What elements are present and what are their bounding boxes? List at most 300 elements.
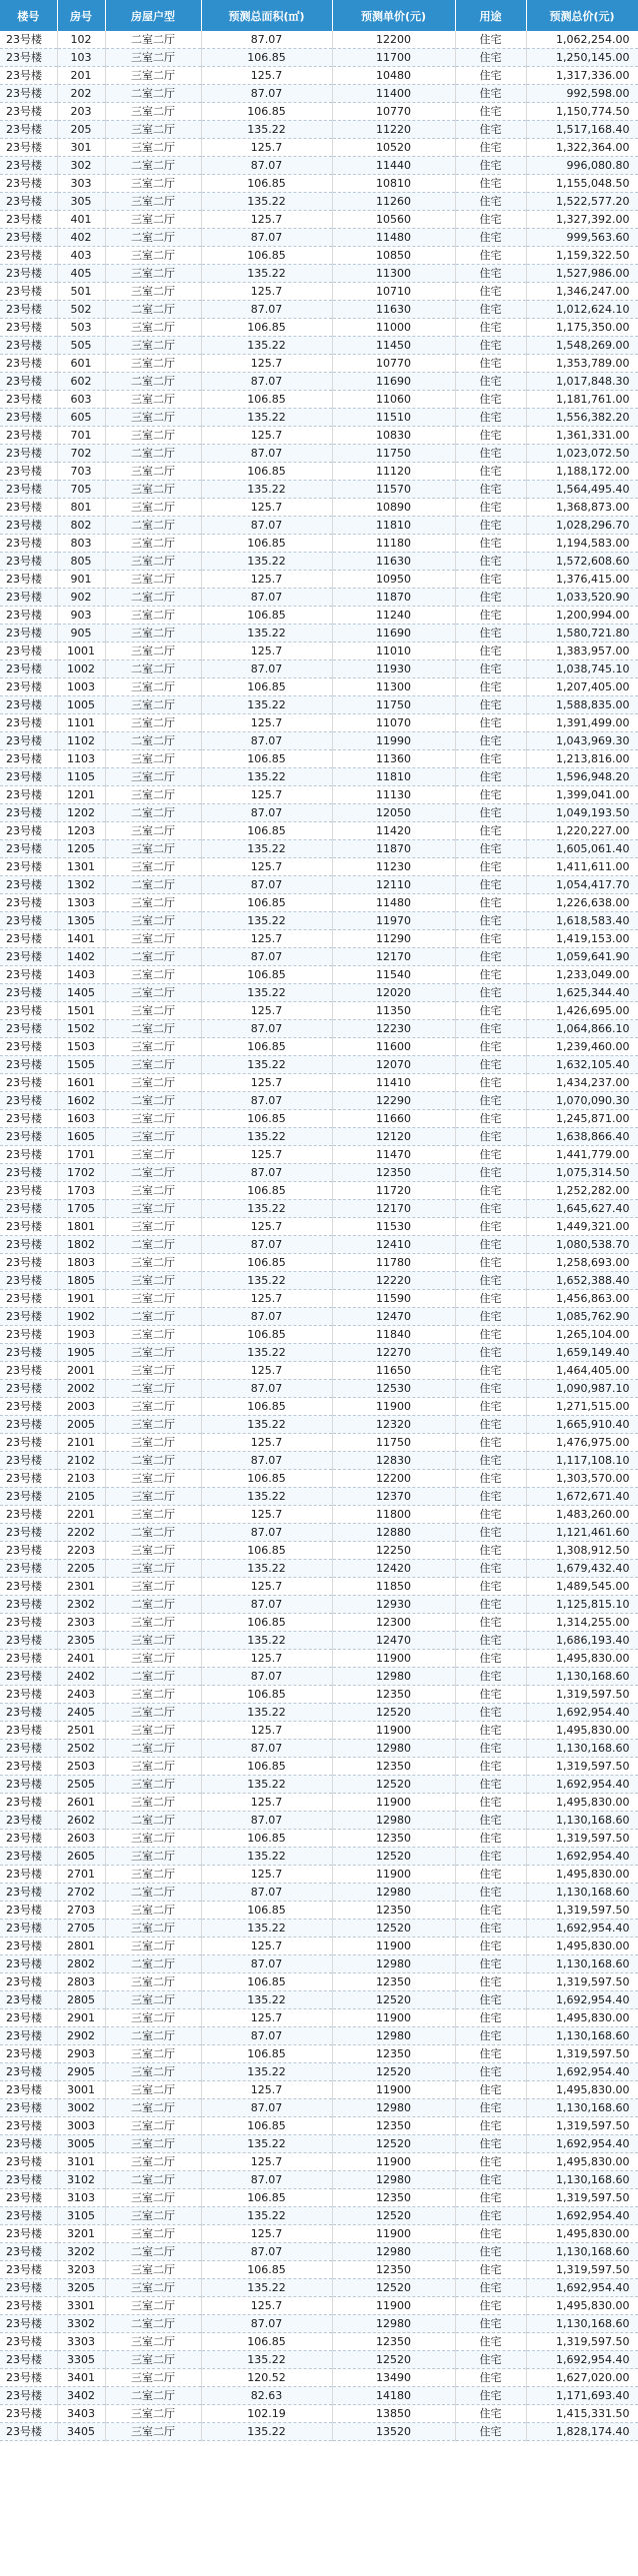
unit-price-cell: 11240 [332,607,455,625]
usage-cell: 住宅 [455,1254,526,1272]
unit-price-cell: 12350 [332,1830,455,1848]
room-cell: 1105 [57,768,105,786]
layout-cell: 二室二厅 [105,1524,201,1542]
building-cell: 23号楼 [0,2027,57,2045]
usage-cell: 住宅 [455,1218,526,1236]
unit-price-cell: 12930 [332,1596,455,1614]
building-cell: 23号楼 [0,1326,57,1344]
unit-price-cell: 11360 [332,750,455,768]
room-cell: 2201 [57,1506,105,1524]
layout-cell: 三室二厅 [105,103,201,121]
layout-cell: 三室二厅 [105,678,201,696]
table-row [0,103,638,121]
unit-price-cell: 12980 [332,2315,455,2333]
building-cell: 23号楼 [0,2387,57,2405]
area-cell: 106.85 [201,1758,332,1776]
table-row [0,355,638,373]
total-price-cell: 1,572,608.60 [526,553,638,571]
usage-cell: 住宅 [455,1290,526,1308]
layout-cell: 三室二厅 [105,1920,201,1937]
building-cell: 23号楼 [0,1416,57,1434]
room-cell: 305 [57,193,105,211]
total-price-cell: 1,605,061.40 [526,840,638,858]
usage-cell: 住宅 [455,1308,526,1326]
unit-price-cell: 10830 [332,427,455,445]
table-row [0,535,638,553]
building-cell: 23号楼 [0,1812,57,1830]
layout-cell: 二室二厅 [105,1092,201,1110]
layout-cell: 二室二厅 [105,31,201,49]
room-cell: 1903 [57,1326,105,1344]
room-cell: 202 [57,85,105,103]
total-price-cell: 1,692,954.40 [526,1848,638,1866]
unit-price-cell: 11120 [332,463,455,481]
layout-cell: 二室二厅 [105,373,201,391]
layout-cell: 三室二厅 [105,1902,201,1920]
area-cell: 87.07 [201,948,332,966]
total-price-cell: 1,659,149.40 [526,1344,638,1362]
unit-price-cell: 10950 [332,571,455,589]
unit-price-cell: 11990 [332,732,455,750]
layout-cell: 三室二厅 [105,786,201,804]
total-price-cell: 1,426,695.00 [526,1002,638,1020]
area-cell: 125.7 [201,67,332,85]
layout-cell: 三室二厅 [105,2135,201,2153]
usage-cell: 住宅 [455,1542,526,1560]
building-cell: 23号楼 [0,876,57,894]
total-price-cell: 1,327,392.00 [526,211,638,229]
total-price-cell: 1,012,624.10 [526,301,638,319]
table-row [0,912,638,930]
usage-cell: 住宅 [455,571,526,589]
total-price-cell: 1,252,282.00 [526,1182,638,1200]
unit-price-cell: 11780 [332,1254,455,1272]
total-price-cell: 1,064,866.10 [526,1020,638,1038]
layout-cell: 二室二厅 [105,157,201,175]
table-row [0,1488,638,1506]
room-cell: 2203 [57,1542,105,1560]
table-row [0,373,638,391]
room-cell: 2305 [57,1632,105,1650]
table-row [0,2405,638,2423]
room-cell: 3205 [57,2279,105,2297]
table-row [0,247,638,265]
building-cell: 23号楼 [0,1380,57,1398]
table-row [0,1380,638,1398]
room-cell: 2303 [57,1614,105,1632]
table-row [0,1290,638,1308]
area-cell: 106.85 [201,2333,332,2351]
room-cell: 2902 [57,2027,105,2045]
building-cell: 23号楼 [0,1650,57,1668]
unit-price-cell: 11930 [332,660,455,678]
total-price-cell: 1,038,745.10 [526,660,638,678]
layout-cell: 三室二厅 [105,1344,201,1362]
layout-cell: 三室二厅 [105,1488,201,1506]
building-cell: 23号楼 [0,1398,57,1416]
room-cell: 201 [57,67,105,85]
usage-cell: 住宅 [455,1362,526,1380]
room-cell: 605 [57,409,105,427]
building-cell: 23号楼 [0,732,57,750]
layout-cell: 三室二厅 [105,1110,201,1128]
area-cell: 125.7 [201,2297,332,2315]
building-cell: 23号楼 [0,1254,57,1272]
room-cell: 902 [57,589,105,607]
area-cell: 125.7 [201,2081,332,2099]
room-cell: 3303 [57,2333,105,2351]
room-cell: 103 [57,49,105,67]
usage-cell: 住宅 [455,49,526,67]
area-cell: 125.7 [201,1506,332,1524]
unit-price-cell: 10480 [332,67,455,85]
area-cell: 87.07 [201,1524,332,1542]
unit-price-cell: 11900 [332,2009,455,2027]
unit-price-cell: 11230 [332,858,455,876]
unit-price-cell: 10850 [332,247,455,265]
table-row [0,1722,638,1740]
layout-cell: 三室二厅 [105,1848,201,1866]
unit-price-cell: 11350 [332,1002,455,1020]
header-building: 楼号 [0,0,57,31]
building-cell: 23号楼 [0,67,57,85]
usage-cell: 住宅 [455,1092,526,1110]
area-cell: 106.85 [201,535,332,553]
usage-cell: 住宅 [455,1038,526,1056]
header-room: 房号 [57,0,105,31]
table-row [0,948,638,966]
area-cell: 125.7 [201,786,332,804]
layout-cell: 三室二厅 [105,696,201,714]
room-cell: 401 [57,211,105,229]
total-price-cell: 1,125,815.10 [526,1596,638,1614]
total-price-cell: 1,233,049.00 [526,966,638,984]
total-price-cell: 1,346,247.00 [526,283,638,301]
layout-cell: 三室二厅 [105,2153,201,2171]
usage-cell: 住宅 [455,2135,526,2153]
unit-price-cell: 12270 [332,1344,455,1362]
area-cell: 106.85 [201,1973,332,1991]
usage-cell: 住宅 [455,445,526,463]
building-cell: 23号楼 [0,2171,57,2189]
room-cell: 1502 [57,1020,105,1038]
table-row [0,1668,638,1686]
unit-price-cell: 12520 [332,1920,455,1937]
unit-price-cell: 12350 [332,1758,455,1776]
building-cell: 23号楼 [0,1362,57,1380]
total-price-cell: 1,175,350.00 [526,319,638,337]
layout-cell: 三室二厅 [105,391,201,409]
area-cell: 125.7 [201,1074,332,1092]
area-cell: 135.22 [201,1632,332,1650]
building-cell: 23号楼 [0,768,57,786]
layout-cell: 三室二厅 [105,571,201,589]
room-cell: 2705 [57,1920,105,1937]
room-cell: 3402 [57,2387,105,2405]
total-price-cell: 1,117,108.10 [526,1452,638,1470]
building-cell: 23号楼 [0,1488,57,1506]
room-cell: 1001 [57,643,105,660]
total-price-cell: 1,527,986.00 [526,265,638,283]
layout-cell: 三室二厅 [105,1416,201,1434]
usage-cell: 住宅 [455,517,526,535]
building-cell: 23号楼 [0,481,57,499]
total-price-cell: 1,638,866.40 [526,1128,638,1146]
total-price-cell: 1,625,344.40 [526,984,638,1002]
building-cell: 23号楼 [0,1524,57,1542]
room-cell: 2505 [57,1776,105,1794]
total-price-cell: 1,033,520.90 [526,589,638,607]
area-cell: 106.85 [201,1110,332,1128]
building-cell: 23号楼 [0,319,57,337]
usage-cell: 住宅 [455,1200,526,1218]
area-cell: 135.22 [201,2423,332,2441]
table-row [0,2027,638,2045]
total-price-cell: 1,665,910.40 [526,1416,638,1434]
table-row [0,714,638,732]
usage-cell: 住宅 [455,1722,526,1740]
table-row [0,427,638,445]
room-cell: 2501 [57,1722,105,1740]
table-row [0,2207,638,2225]
unit-price-cell: 10890 [332,499,455,517]
table-row [0,1973,638,1991]
area-cell: 135.22 [201,2207,332,2225]
total-price-cell: 1,150,774.50 [526,103,638,121]
usage-cell: 住宅 [455,2009,526,2027]
unit-price-cell: 12520 [332,1848,455,1866]
unit-price-cell: 11900 [332,2081,455,2099]
usage-cell: 住宅 [455,2063,526,2081]
usage-cell: 住宅 [455,283,526,301]
layout-cell: 三室二厅 [105,1973,201,1991]
room-cell: 703 [57,463,105,481]
unit-price-cell: 11260 [332,193,455,211]
room-cell: 2205 [57,1560,105,1578]
usage-cell: 住宅 [455,1937,526,1955]
building-cell: 23号楼 [0,1632,57,1650]
layout-cell: 三室二厅 [105,2117,201,2135]
table-row [0,2297,638,2315]
total-price-cell: 1,495,830.00 [526,1866,638,1884]
total-price-cell: 1,130,168.60 [526,1955,638,1973]
usage-cell: 住宅 [455,427,526,445]
table-row [0,1146,638,1164]
usage-cell: 住宅 [455,714,526,732]
layout-cell: 三室二厅 [105,822,201,840]
total-price-cell: 1,441,779.00 [526,1146,638,1164]
building-cell: 23号楼 [0,1146,57,1164]
total-price-cell: 1,319,597.50 [526,2261,638,2279]
unit-price-cell: 11070 [332,714,455,732]
area-cell: 125.7 [201,1146,332,1164]
layout-cell: 三室二厅 [105,1776,201,1794]
table-row [0,553,638,571]
building-cell: 23号楼 [0,409,57,427]
usage-cell: 住宅 [455,732,526,750]
room-cell: 3105 [57,2207,105,2225]
layout-cell: 二室二厅 [105,2315,201,2333]
area-cell: 106.85 [201,391,332,409]
unit-price-cell: 11750 [332,696,455,714]
building-cell: 23号楼 [0,2261,57,2279]
total-price-cell: 1,258,693.00 [526,1254,638,1272]
room-cell: 3003 [57,2117,105,2135]
area-cell: 125.7 [201,1434,332,1452]
usage-cell: 住宅 [455,1452,526,1470]
usage-cell: 住宅 [455,373,526,391]
unit-price-cell: 11400 [332,85,455,103]
table-row [0,1812,638,1830]
area-cell: 125.7 [201,1578,332,1596]
total-price-cell: 1,692,954.40 [526,1704,638,1722]
unit-price-cell: 11750 [332,1434,455,1452]
usage-cell: 住宅 [455,607,526,625]
total-price-cell: 999,563.60 [526,229,638,247]
area-cell: 135.22 [201,768,332,786]
room-cell: 1403 [57,966,105,984]
layout-cell: 二室二厅 [105,1740,201,1758]
building-cell: 23号楼 [0,2369,57,2387]
table-row [0,157,638,175]
usage-cell: 住宅 [455,355,526,373]
room-cell: 1905 [57,1344,105,1362]
room-cell: 3103 [57,2189,105,2207]
room-cell: 102 [57,31,105,49]
area-cell: 106.85 [201,1614,332,1632]
usage-cell: 住宅 [455,2045,526,2063]
room-cell: 1801 [57,1218,105,1236]
unit-price-cell: 12290 [332,1092,455,1110]
layout-cell: 三室二厅 [105,1794,201,1812]
building-cell: 23号楼 [0,571,57,589]
total-price-cell: 1,456,863.00 [526,1290,638,1308]
total-price-cell: 1,130,168.60 [526,1668,638,1686]
area-cell: 87.07 [201,1668,332,1686]
total-price-cell: 996,080.80 [526,157,638,175]
total-price-cell: 1,495,830.00 [526,2009,638,2027]
unit-price-cell: 11290 [332,930,455,948]
table-row [0,1020,638,1038]
usage-cell: 住宅 [455,139,526,157]
building-cell: 23号楼 [0,2135,57,2153]
table-row [0,660,638,678]
room-cell: 2503 [57,1758,105,1776]
unit-price-cell: 11410 [332,1074,455,1092]
table-row [0,481,638,499]
room-cell: 3202 [57,2243,105,2261]
unit-price-cell: 10770 [332,103,455,121]
usage-cell: 住宅 [455,1020,526,1038]
area-cell: 106.85 [201,1470,332,1488]
layout-cell: 三室二厅 [105,1200,201,1218]
table-row [0,2351,638,2369]
unit-price-cell: 12980 [332,2243,455,2261]
unit-price-cell: 11970 [332,912,455,930]
header-row [0,0,638,31]
area-cell: 135.22 [201,1704,332,1722]
table-row [0,930,638,948]
layout-cell: 三室二厅 [105,1218,201,1236]
total-price-cell: 1,171,693.40 [526,2387,638,2405]
room-cell: 205 [57,121,105,139]
table-row [0,49,638,67]
area-cell: 106.85 [201,463,332,481]
unit-price-cell: 11650 [332,1362,455,1380]
area-cell: 125.7 [201,930,332,948]
unit-price-cell: 11510 [332,409,455,427]
room-cell: 1103 [57,750,105,768]
table-row [0,822,638,840]
table-row [0,1254,638,1272]
building-cell: 23号楼 [0,373,57,391]
table-row [0,1884,638,1902]
room-cell: 1902 [57,1308,105,1326]
layout-cell: 三室二厅 [105,2279,201,2297]
usage-cell: 住宅 [455,1056,526,1074]
table-row [0,1056,638,1074]
unit-price-cell: 12350 [332,1686,455,1704]
usage-cell: 住宅 [455,1416,526,1434]
layout-cell: 二室二厅 [105,2027,201,2045]
unit-price-cell: 12350 [332,1164,455,1182]
usage-cell: 住宅 [455,643,526,660]
room-cell: 3301 [57,2297,105,2315]
layout-cell: 三室二厅 [105,966,201,984]
table-row [0,1092,638,1110]
usage-cell: 住宅 [455,948,526,966]
room-cell: 1605 [57,1128,105,1146]
table-row [0,2153,638,2171]
building-cell: 23号楼 [0,175,57,193]
unit-price-cell: 12070 [332,1056,455,1074]
usage-cell: 住宅 [455,840,526,858]
room-cell: 405 [57,265,105,283]
room-cell: 1201 [57,786,105,804]
usage-cell: 住宅 [455,1326,526,1344]
layout-cell: 二室二厅 [105,732,201,750]
table-row [0,1110,638,1128]
layout-cell: 二室二厅 [105,85,201,103]
usage-cell: 住宅 [455,337,526,355]
table-row [0,1452,638,1470]
usage-cell: 住宅 [455,2207,526,2225]
building-cell: 23号楼 [0,85,57,103]
total-price-cell: 1,130,168.60 [526,2315,638,2333]
room-cell: 2101 [57,1434,105,1452]
area-cell: 135.22 [201,912,332,930]
building-cell: 23号楼 [0,1902,57,1920]
layout-cell: 三室二厅 [105,1614,201,1632]
room-cell: 1601 [57,1074,105,1092]
total-price-cell: 1,361,331.00 [526,427,638,445]
building-cell: 23号楼 [0,49,57,67]
unit-price-cell: 12980 [332,2027,455,2045]
layout-cell: 三室二厅 [105,1632,201,1650]
usage-cell: 住宅 [455,2189,526,2207]
usage-cell: 住宅 [455,1578,526,1596]
layout-cell: 三室二厅 [105,2207,201,2225]
usage-cell: 住宅 [455,1848,526,1866]
header-total-price: 预测总价(元) [526,0,638,31]
layout-cell: 二室二厅 [105,2171,201,2189]
usage-cell: 住宅 [455,1236,526,1254]
layout-cell: 二室二厅 [105,948,201,966]
layout-cell: 二室二厅 [105,1236,201,1254]
usage-cell: 住宅 [455,1776,526,1794]
usage-cell: 住宅 [455,1955,526,1973]
room-cell: 1505 [57,1056,105,1074]
